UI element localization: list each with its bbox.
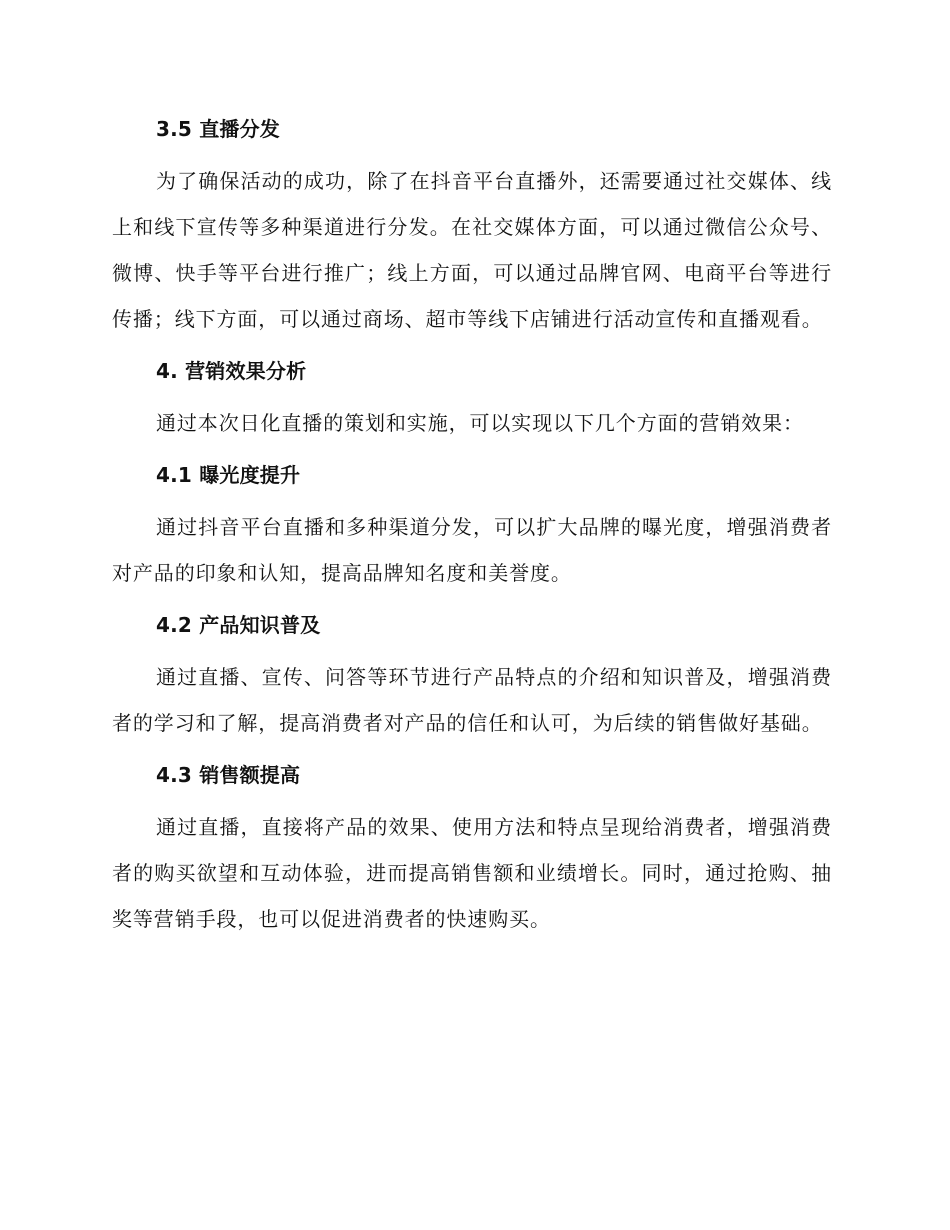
section-paragraph-3-5: 为了确保活动的成功，除了在抖音平台直播外，还需要通过社交媒体、线上和线下宣传等多种渠道进行分发。在社交媒体方面，可以通过微信公众号、微博、快手等平台进行推广；线上方面，可以通过品牌官网、电商平台等进行传播；线下方面，可以通过商场、超市等线下店铺进行活动宣传和直播观看。	[112, 169, 832, 331]
document-page	[112, 110, 832, 942]
section-paragraph-4-3: 通过直播，直接将产品的效果、使用方法和特点呈现给消费者，增强消费者的购买欲望和互动体验，进而提高销售额和业绩增长。同时，通过抢购、抽奖等营销手段，也可以促进消费者的快速购买。	[112, 815, 832, 931]
section-heading-4-2: 4.2 产品知识普及	[156, 613, 321, 637]
section-heading-3-5: 3.5 直播分发	[156, 117, 280, 141]
section-paragraph-4: 通过本次日化直播的策划和实施，可以实现以下几个方面的营销效果：	[156, 411, 804, 435]
section-heading-4-1: 4.1 曝光度提升	[156, 463, 301, 487]
section-paragraph-4-2: 通过直播、宣传、问答等环节进行产品特点的介绍和知识普及，增强消费者的学习和了解，提高消费者对产品的信任和认可，为后续的销售做好基础。	[112, 665, 832, 735]
section-heading-4-3: 4.3 销售额提高	[156, 763, 301, 787]
section-paragraph-4-1: 通过抖音平台直播和多种渠道分发，可以扩大品牌的曝光度，增强消费者对产品的印象和认知，提高品牌知名度和美誉度。	[112, 515, 832, 585]
section-heading-4: 4. 营销效果分析	[156, 359, 307, 383]
